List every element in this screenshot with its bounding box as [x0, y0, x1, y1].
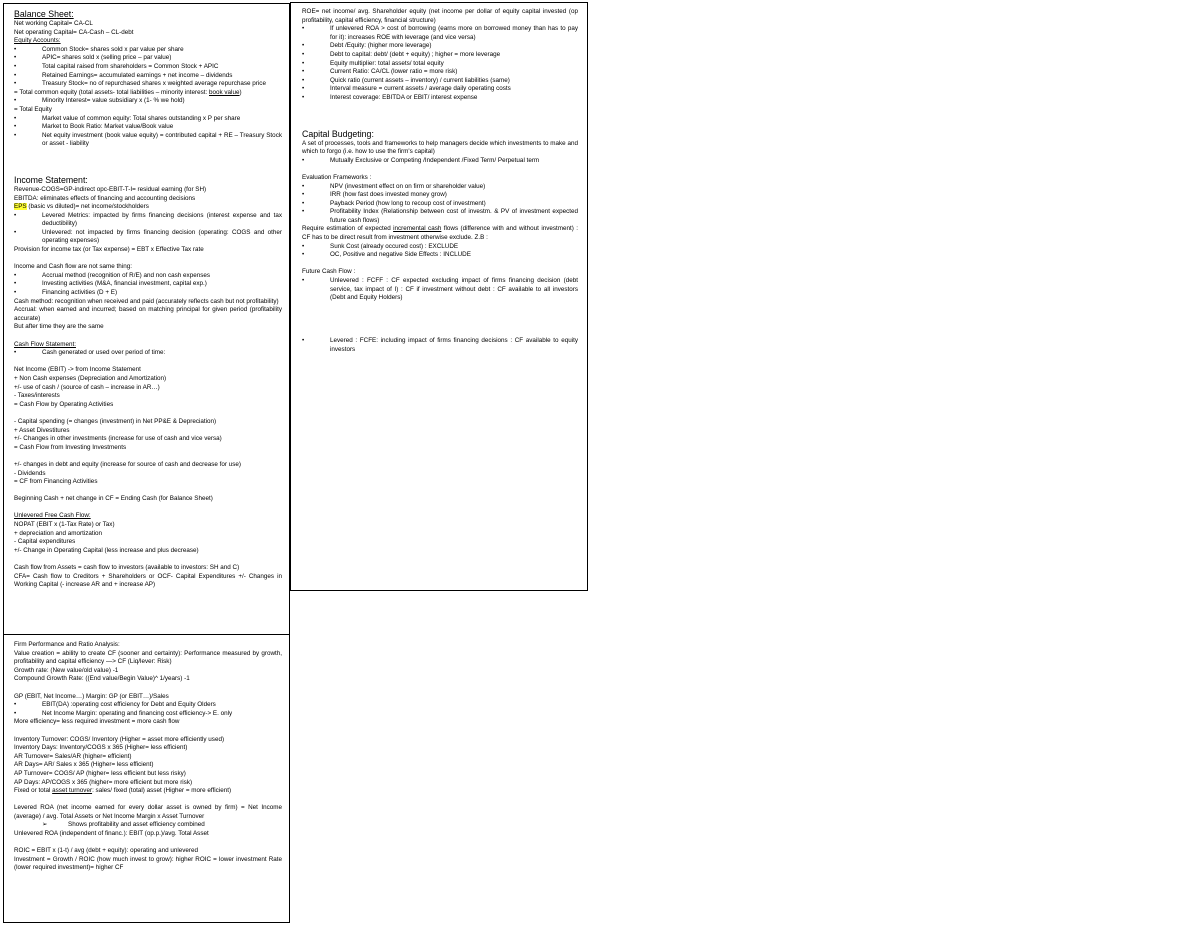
text-line: Cash method: recognition when received and paid (accurately reflects cash but not profitability)	[14, 297, 279, 305]
bullet-item	[14, 72, 282, 81]
text-line: NOPAT (EBIT x (1-Tax Rate) or Tax)	[14, 521, 115, 529]
text-line: But after time they are the same	[14, 323, 104, 331]
bullet-item	[302, 157, 578, 166]
bullet-icon: •	[302, 337, 305, 345]
text-line: Unlevered ROA (independent of financ.): EBIT (op.p.)/avg. Total Asset	[14, 830, 209, 838]
bullet-text: EBIT(DA) :operating cost efficiency for Debt and Equity Olders	[42, 701, 216, 709]
notes-panel-balance-income-cashflow	[3, 3, 290, 636]
text-line: Compound Growth Rate: ((End value/Begin Value)^ 1/years) -1	[14, 675, 190, 683]
text-line: AR Turnover= Sales/AR (higher= efficient)	[14, 752, 132, 760]
spacer	[14, 839, 282, 848]
bullet-text: Cash generated or used over period of time:	[42, 349, 166, 357]
bullet-icon: •	[14, 123, 17, 131]
text-line: Beginning Cash + net change in CF = Ending Cash (for Balance Sheet)	[14, 495, 213, 503]
bullet-item	[302, 42, 578, 51]
text-line: - Dividends	[14, 469, 46, 477]
text-line: Net working Capital= CA-CL	[14, 20, 93, 27]
text-line: + Non Cash expenses (Depreciation and Amortization)	[14, 374, 167, 382]
bullet-icon: •	[14, 97, 17, 105]
bullet-text: Levered Metrics: impacted by firms financing decisions (interest expense and tax deductibility)	[42, 211, 282, 228]
bullet-icon: •	[14, 701, 17, 709]
bullet-text: Unlevered: not impacted by firms financing decision (operating: COGS and other operating expenses)	[42, 228, 282, 245]
bullet-item	[14, 54, 282, 63]
spacer	[302, 165, 578, 174]
bullet-text: APIC= shares sold x (selling price – par value)	[42, 54, 172, 62]
spacer	[14, 487, 282, 496]
balance-sheet-heading: Balance Sheet:	[14, 9, 74, 19]
bullet-icon: •	[302, 59, 305, 67]
bullet-item	[302, 337, 578, 354]
notes-panel-ratio-analysis	[3, 634, 290, 923]
bullet-item	[14, 132, 282, 149]
bullet-item	[302, 85, 578, 94]
bullet-item	[14, 349, 282, 358]
text-line: + Asset Divestitures	[14, 426, 70, 434]
bullet-text: Accrual method (recognition of R/E) and non cash expenses	[42, 271, 211, 279]
bullet-text: If unlevered ROA > cost of borrowing (earns more on borrowed money than has to pay for it): increases ROE with leverage (and vice versa)	[330, 25, 578, 41]
bullet-icon: •	[302, 277, 305, 285]
bullet-text: IRR (how fast does invested money grow)	[330, 191, 447, 199]
bullet-item	[14, 97, 282, 106]
text-line: AP Days: AP/COGS x 365 (higher= more efficient but more risk)	[14, 778, 193, 786]
text-line: Unlevered Free Cash Flow:	[14, 512, 91, 520]
text-line: +/- use of cash / (source of cash – increase in AR…)	[14, 383, 160, 391]
bullet-icon: •	[302, 156, 305, 164]
text-fragment: (basic vs diluted)= net income/stockholders	[26, 203, 149, 211]
text-line: Equity Accounts:	[14, 37, 61, 45]
bullet-icon: •	[302, 42, 305, 50]
bullet-icon: •	[302, 242, 305, 250]
text-line: Provision for income tax (or Tax expense) = EBT x Effective Tax rate	[14, 246, 204, 254]
spacer	[14, 409, 282, 418]
arrow-bullet-icon: ➢	[42, 821, 48, 829]
bullet-item	[14, 701, 282, 710]
bullet-text: OC, Positive and negative Side Effects : INCLUDE	[330, 251, 471, 259]
bullet-icon: •	[302, 199, 305, 207]
bullet-icon: •	[302, 50, 305, 58]
arrow-item	[14, 821, 282, 830]
text-line: ROE= net income/ avg. Shareholder equity (net income per dollar of equity capital invested (op profitability, capital efficiency, financial structure)	[302, 8, 578, 24]
text-line: GP (EBIT, Net Income…) Margin: GP (or EBIT…)/Sales	[14, 692, 169, 700]
bullet-text: Unlevered : FCFF : CF expected excluding impact of firms financing decision (debt service, tax impact of I) : CF if investment without debt : CF available to all investors (Debt and Equity Holders)	[330, 277, 578, 302]
bullet-text: Interval measure = current assets / average daily operating costs	[330, 85, 511, 93]
bullet-text: Current Ratio: CA/CL (lower ratio = more risk)	[330, 68, 458, 76]
underlined-text: incremental cash	[393, 225, 442, 233]
text-fragment: : sales/ fixed (total) asset (Higher = more efficient)	[92, 787, 232, 795]
bullet-text: Debt /Equity: (higher more leverage)	[330, 42, 432, 50]
spacer	[14, 149, 282, 175]
text-line: +/- changes in debt and equity (increase for source of cash and decrease for use)	[14, 460, 241, 468]
bullet-icon: •	[14, 131, 17, 139]
text-line: +/- Changes in other investments (increase for use of cash and vice versa)	[14, 435, 222, 443]
text-line	[302, 225, 578, 242]
text-fragment: Require estimation of expected	[302, 225, 394, 233]
highlighted-text: EPS	[14, 203, 27, 211]
bullet-text: Quick ratio (current assets – inventory) / current liabilities (same)	[330, 76, 510, 84]
notes-panel-roe-capital-budgeting	[290, 2, 588, 591]
bullet-icon: •	[14, 709, 17, 717]
bullet-text: Market to Book Ratio: Market value/Book value	[42, 123, 174, 131]
bullet-item	[14, 280, 282, 289]
bullet-text: Profitability Index (Relationship between cost of investm. & PV of investment expected future cash flows)	[330, 208, 578, 224]
bullet-item	[302, 243, 578, 252]
text-line: = Cash Flow by Operating Activities	[14, 400, 114, 408]
bullet-text: Investing activities (M&A, financial investment, capital exp.)	[42, 280, 207, 288]
bullet-item	[302, 60, 578, 69]
text-fragment: )	[239, 88, 242, 96]
bullet-item	[302, 51, 578, 60]
spacer	[14, 504, 282, 513]
text-line: A set of processes, tools and frameworks to help managers decide which investments to make and which to forgo (i.e. how to use the firm's capital)	[302, 139, 578, 156]
spacer	[302, 260, 578, 269]
arrow-text: Shows profitability and asset efficiency combined	[68, 821, 205, 829]
bullet-text: Debt to capital: debt/ (debt + equity) ; higher = more leverage	[330, 50, 501, 58]
bullet-icon: •	[14, 71, 17, 79]
bullet-icon: •	[302, 25, 305, 33]
bullet-text: Financing activities (D + E)	[42, 289, 118, 297]
spacer	[14, 255, 282, 264]
bullet-icon: •	[302, 182, 305, 190]
bullet-icon: •	[14, 54, 17, 62]
bullet-icon: •	[14, 228, 17, 236]
bullet-text: Minority Interest= value subsidiary x (1- % we hold)	[42, 97, 185, 105]
bullet-item	[302, 77, 578, 86]
text-line: Value creation = ability to create CF (sooner and certainty): Performance measured by growth, profitability and capital efficiency —> CF (Liq/lever: Risk)	[14, 649, 282, 666]
text-line: Investment = Growth / ROIC (how much invest to grow): higher ROIC = lower investment Rate (lower required investment)= higher CF	[14, 855, 282, 872]
text-line: - Capital spending (= changes (investment) in Net PP&E & Depreciation)	[14, 417, 217, 425]
bullet-item	[302, 208, 578, 225]
spacer	[14, 796, 282, 805]
bullet-icon: •	[14, 45, 17, 53]
bullet-item	[302, 68, 578, 77]
bullet-icon: •	[14, 62, 17, 70]
bullet-text: Market value of common equity: Total shares outstanding x P per share	[42, 114, 241, 122]
text-line: Inventory Days: Inventory/COGS x 365 (Higher= less efficient)	[14, 744, 188, 752]
bullet-icon: •	[14, 289, 17, 297]
text-line: = Cash Flow from Investing Investments	[14, 443, 127, 451]
text-line: EBITDA: eliminates effects of financing and accounting decisions	[14, 194, 196, 202]
underlined-text: asset turnover	[52, 787, 93, 795]
bullet-item	[302, 200, 578, 209]
bullet-icon: •	[14, 280, 17, 288]
bullet-icon: •	[14, 114, 17, 122]
text-line	[14, 89, 282, 98]
bullet-icon: •	[14, 271, 17, 279]
text-line: More efficiency= less required investment = more cash flow	[14, 718, 180, 726]
bullet-text: Common Stock= shares sold x par value per share	[42, 45, 184, 53]
text-line	[14, 787, 282, 796]
text-line	[14, 203, 282, 212]
bullet-text: Interest coverage: EBITDA or EBIT/ interest expense	[330, 93, 478, 101]
bullet-text: Net equity investment (book value equity) = contributed capital + RE – Treasury Stock or asset - liability	[42, 131, 282, 148]
bullet-item	[14, 115, 282, 124]
bullet-text: Treasury Stock= no of repurchased shares x weighted average repurchase price	[42, 80, 266, 88]
underlined-text: book value	[209, 88, 240, 96]
text-fragment: flows (difference with and without investment) : CF has to be direct result from investment otherwise exclude. Z.B :	[302, 225, 578, 242]
spacer	[14, 452, 282, 461]
bullet-item	[14, 212, 282, 229]
text-line: Income and Cash flow are not same thing:	[14, 263, 132, 271]
spacer	[14, 332, 282, 341]
bullet-icon: •	[302, 251, 305, 259]
text-line: Levered ROA (net income earned for every dollar asset is owned by firm) = Net Income (average) / avg. Total Assets or Net Income Margin x Asset Turnover	[14, 804, 282, 820]
text-line: AR Days= AR/ Sales x 365 (Higher= less efficient)	[14, 761, 154, 769]
text-line: Growth rate: (New value/old value) -1	[14, 666, 119, 674]
bullet-item	[14, 80, 282, 89]
bullet-icon: •	[302, 76, 305, 84]
bullet-icon: •	[14, 349, 17, 357]
bullet-text: Retained Earnings= accumulated earnings + net income – dividends	[42, 71, 233, 79]
text-line: AP Turnover= COGS/ AP (higher= less efficient but less risky)	[14, 769, 186, 777]
bullet-text: Mutually Exclusive or Competing /Independent /Fixed Term/ Perpetual term	[330, 156, 540, 164]
bullet-item	[302, 25, 578, 42]
future-cash-flow-heading: Future Cash Flow :	[302, 268, 356, 276]
bullet-text: Sunk Cost (already occured cost) : EXCLUDE	[330, 242, 459, 250]
bullet-text: Total capital raised from shareholders = Common Stock + APIC	[42, 62, 219, 70]
bullet-item	[302, 191, 578, 200]
text-line: Net Income (EBIT) -> from Income Statement	[14, 366, 141, 374]
bullet-icon: •	[302, 208, 305, 216]
evaluation-frameworks-heading: Evaluation Frameworks :	[302, 173, 372, 181]
text-line: ROIC = EBIT x (1-t) / avg (debt + equity): operating and unlevered	[14, 847, 198, 855]
bullet-item	[14, 272, 282, 281]
spacer	[14, 555, 282, 564]
bullet-icon: •	[14, 80, 17, 88]
spacer	[14, 684, 282, 693]
bullet-text: Levered : FCFE: including impact of firms financing decisions : CF available to equity investors	[330, 337, 578, 353]
spacer	[302, 329, 578, 338]
text-line: = CF from Financing Activities	[14, 478, 98, 486]
text-line: Accrual: when earned and incurred; based on matching principal for given period (profitability accurate)	[14, 306, 282, 322]
spacer	[302, 103, 578, 129]
ratio-analysis-heading: Firm Performance and Ratio Analysis:	[14, 641, 120, 648]
income-statement-heading: Income Statement:	[14, 174, 88, 185]
bullet-icon: •	[302, 85, 305, 93]
bullet-item	[14, 710, 282, 719]
bullet-item	[302, 277, 578, 303]
bullet-text: Net Income Margin: operating and financing cost efficiency-> E. only	[42, 709, 233, 717]
bullet-item	[14, 229, 282, 246]
bullet-item	[302, 183, 578, 192]
text-line: - Capital expenditures	[14, 538, 76, 546]
bullet-icon: •	[302, 68, 305, 76]
bullet-icon: •	[14, 211, 17, 219]
text-line: + depreciation and amortization	[14, 529, 103, 537]
text-line: +/- Change in Operating Capital (less increase and plus decrease)	[14, 546, 199, 554]
spacer	[14, 727, 282, 736]
capital-budgeting-heading: Capital Budgeting:	[302, 128, 374, 139]
text-line: CFA= Cash flow to Creditors + Shareholders or OCF- Capital Expenditures +/- Changes in Working Capital (- increase AR and + increase AP)	[14, 572, 282, 589]
text-line: Cash flow from Assets = cash flow to investors (available to investors: SH and C)	[14, 564, 240, 572]
text-line: = Total Equity	[14, 105, 52, 113]
text-line: Net operating Capital= CA-Cash – CL-debt	[14, 28, 134, 36]
bullet-item	[14, 46, 282, 55]
bullet-text: NPV (investment effect on on firm or shareholder value)	[330, 182, 486, 190]
spacer	[302, 303, 578, 329]
text-fragment: = Total common equity (total assets- total liabilities – minority interest:	[14, 88, 209, 96]
text-line: Revenue-COGS=GP-indirect opc-EBIT-T-I= residual earning (for SH)	[14, 185, 207, 193]
spacer	[14, 358, 282, 367]
bullet-icon: •	[302, 191, 305, 199]
cash-flow-heading: Cash Flow Statement:	[14, 340, 76, 348]
text-fragment: Fixed or total	[14, 787, 53, 795]
text-line: - Taxes/interests	[14, 392, 60, 400]
bullet-item	[14, 289, 282, 298]
bullet-item	[302, 251, 578, 260]
bullet-item	[302, 94, 578, 103]
bullet-text: Payback Period (how long to recoup cost of investment)	[330, 199, 486, 207]
bullet-item	[14, 123, 282, 132]
text-line: Inventory Turnover: COGS/ Inventory (Higher = asset more efficiently used)	[14, 735, 225, 743]
bullet-text: Equity multiplier: total assets/ total equity	[330, 59, 444, 67]
bullet-item	[14, 63, 282, 72]
bullet-icon: •	[302, 93, 305, 101]
